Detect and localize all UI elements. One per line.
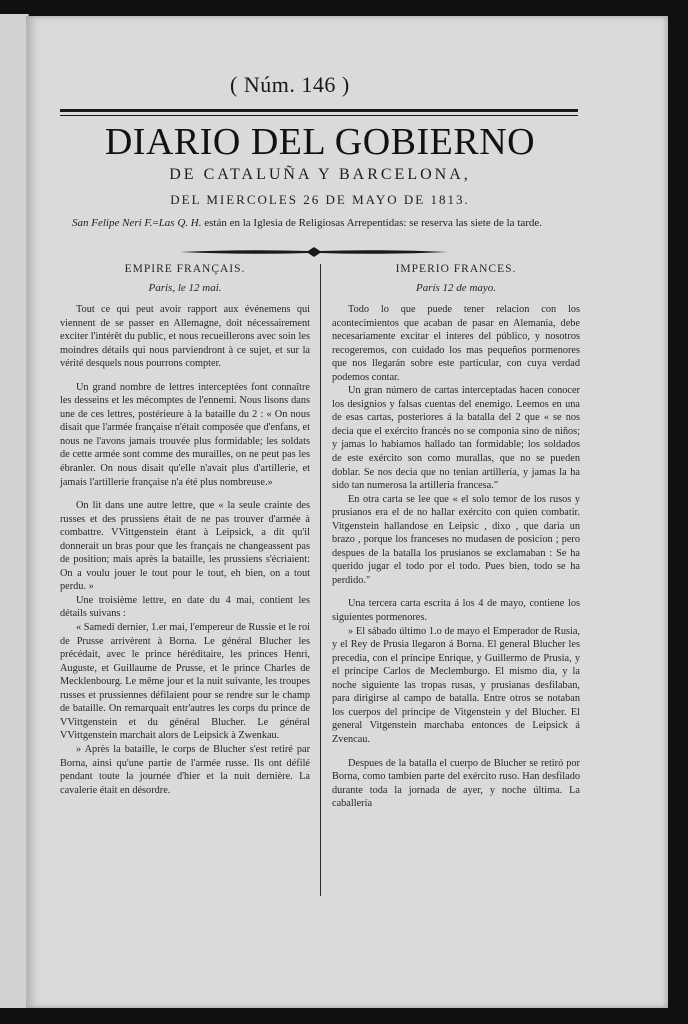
spanish-paragraph: Una tercera carta escrita á los 4 de mayo, contiene los siguientes pormenores. xyxy=(332,598,580,624)
french-paragraph: Une troisième lettre, en date du 4 mai, contient les détails suivans : xyxy=(60,594,310,620)
spanish-date: París 12 de mayo. xyxy=(415,282,497,294)
previous-page-edge xyxy=(0,14,29,1010)
spanish-paragraph: En otra carta se lee que « el solo temor de los rusos y prusianos era el de no hallar exército con quien combatir. Vitgenstein hallandose en Leipsic , dixo , que daria un brazo , porque los franceses no mudasen de posicion ; pero despues de la batalla los prusianos se exclamaban : Se ha querido jugar el todo por el todo. Pues bien, todo se ha perdido." xyxy=(332,493,580,586)
french-paragraph: » Après la bataille, le corps de Blucher s'est retiré par Borna, ainsi qu'une partie de l'armée russe. Ils ont défilé pendant toute la journée d'hier et la nuit dernière. La cavalerie était en désordre. xyxy=(60,743,310,796)
french-column xyxy=(60,262,310,797)
french-heading: EMPIRE FRANÇAIS. xyxy=(124,263,246,275)
ornament-divider-icon xyxy=(178,246,450,258)
newspaper-title: DIARIO DEL GOBIERNO xyxy=(104,121,536,163)
spanish-column xyxy=(332,262,580,811)
newspaper-subtitle: DE CATALUÑA Y BARCELONA, xyxy=(169,166,471,183)
issue-number: ( Núm. 146 ) xyxy=(230,72,350,97)
spanish-paragraph: Un gran número de cartas interceptadas hacen conocer los designios y falsas cuentas del enemigo. Leemos en una de esas cartas, posteriores á la batalla del 2 que « se nos decia que el exército francés no se componia sino de niños; y jamas lo habiamos hallado tan formidable; los soldados de este exército son como murallas, que no se pueden doblar. Se nos decia que no tenian artillería, y jamas la ha sido tan numerosa la artillería francesa." xyxy=(332,385,580,492)
french-date: Paris, le 12 mai. xyxy=(148,282,222,294)
religious-notice xyxy=(60,216,576,230)
notice-equals: = xyxy=(152,217,159,229)
french-paragraph: Tout ce qui peut avoir rapport aux événemens qui viennent de se passer en Allemagne, doit nécessairement exciter l'intérêt du public, et nous recueillerons avec soin les moindres détails qui nous parviendront à ce sujet, et sur la vérité desquels nous pourrons compter. xyxy=(60,304,310,370)
spanish-paragraph: » El sábado último 1.o de mayo el Emperador de Rusia, y el Rey de Prusia llegaron á Borna. El general Blucher les precedia, con el príncipe Enrique, y Guillermo de Prusia, y el príncipe Carlos de Meclemburgo. El mismo dia, y la noche siguiente las tropas rusas, y prusianas desfilaban, para dirigirse al campo de batalla. Entre otros se notaban los cuerpos del príncipe de Vitgenstein y del Blucher. El general Vitgenstein marchaba entonces de Leipsick á Zvencau. xyxy=(332,625,580,745)
spanish-paragraph: Todo lo que puede tener relacion con los acontecimientos que acaban de pasar en Alemania, debe necesariamente excitar el interes del público, y nosotros recogeremos, con cuidado los mas pequeños pormenores que nos llegarán sobre este particular, con cuya verdad podemos contar. xyxy=(332,304,580,383)
column-divider xyxy=(320,264,321,896)
issue-dateline: DEL MIERCOLES 26 DE MAYO DE 1813. xyxy=(170,192,470,207)
masthead-rule-thin xyxy=(60,115,578,116)
spanish-paragraph: Despues de la batalla el cuerpo de Blucher se retiró por Borna, como tambien parte del exército ruso. Han desfilado durante toda la jornada de ayer, y noche última. La caballería xyxy=(332,757,580,810)
scan-bottom-border xyxy=(0,1008,688,1024)
french-paragraph: Un grand nombre de lettres interceptées font connaître les desseins et les mécomptes de l'ennemi. Nous lisons dans une de ces lettres, postérieure à la bataille du 2 : « On nous disait que l'armée française n'était composée que d'enfans, et nous ne l'avons jamais trouvée plus formidable; les soldats de cette armée sont comme des murailles, on ne peut pas les ébranler. On nous disait qu'elle n'avait plus d'artillerie, et jamais l'artillerie française n'a été plus nombreuse.» xyxy=(60,381,310,488)
notice-hours: Las Q. H. xyxy=(158,217,202,229)
spanish-heading: IMPERIO FRANCES. xyxy=(395,263,517,275)
french-paragraph: « Samedi dernier, 1.er mai, l'empereur de Russie et le roi de Prusse arrivèrent à Borna. Le général Blucher les précédait, avec le prince héréditaire, les princes Henri, Auguste, et Guillaume de Prusse, et le prince Charles de Mecklenbourg. Le même jour et la nuit suivante, les troupes russes et prussiennes défilaient pour se rendre sur le champ de bataille. On remarquait entr'autres les corps du prince de VVittgenstein et du général Blucher. Le général VVittgenstein marchait alors de Leipsick à Zwenkau. xyxy=(60,622,310,742)
french-paragraph: On lit dans une autre lettre, que « la seule crainte des russes et des prussiens était de ne pas trouver d'armée à combattre. VVittgenstein étant à Leipsick, a dit qu'il donnerait un bras pour que les français ne changeassent pas de position; mais après la bataille, les prussiens s'écriaient: On a voulu jouer le tout pour le tout, eh bien, on a tout perdu. » xyxy=(60,500,310,593)
notice-saint: San Felipe Neri F. xyxy=(72,217,153,229)
masthead-rule-thick xyxy=(60,109,578,112)
notice-text: están en la Iglesia de Religiosas Arrepentidas: se reserva las siete de la tarde. xyxy=(201,217,543,229)
